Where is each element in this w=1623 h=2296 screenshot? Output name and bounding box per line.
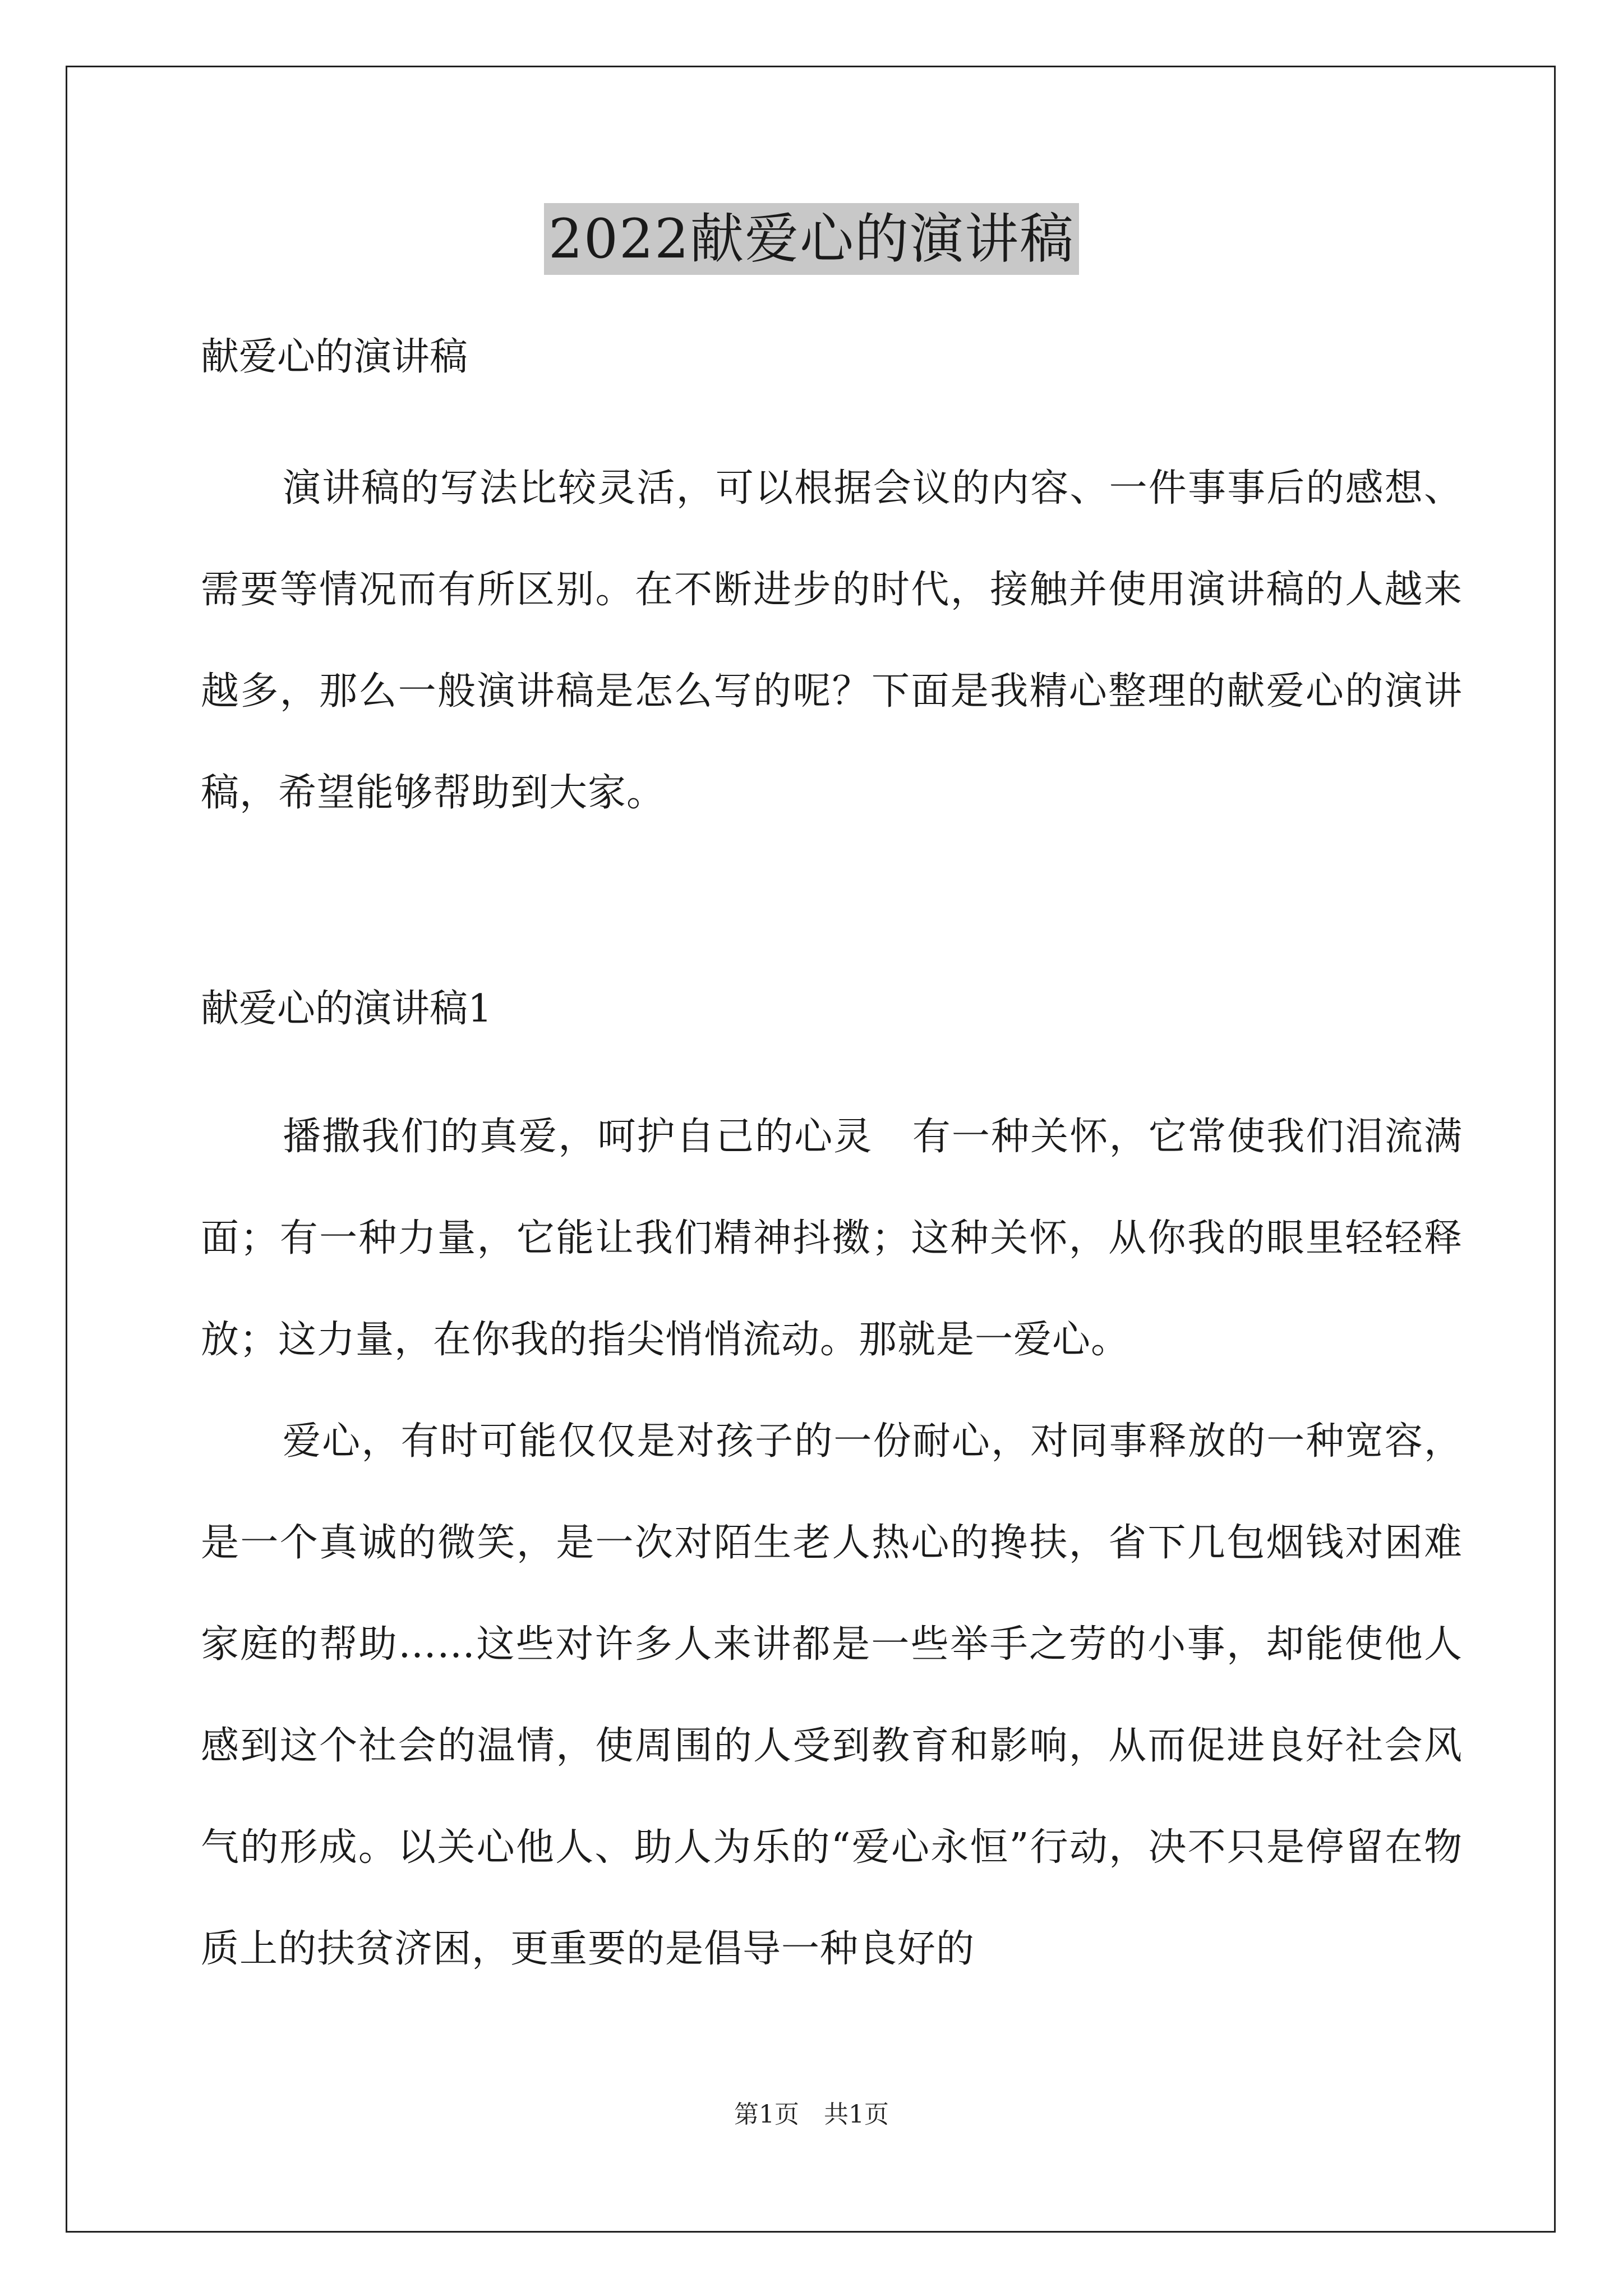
section1-paragraph-2: 爱心，有时可能仅仅是对孩子的一份耐心，对同事释放的一种宽容，是一个真诚的微笑，是一次对陌生老人热心的搀扶，省下几包烟钱对困难家庭的帮助……这些对许多人来讲都是一些举手之劳的小事，却能使他人感到这个社会的温情，使周围的人受到教育和影响，从而促进良好社会风气的形成。以关心他人、助人为乐的“爱心永恒”行动，决不只是停留在物质上的扶贫济困，更重要的是倡导一种良好的 <box>201 1419 1463 1971</box>
section1-heading: 献爱心的演讲稿1 <box>201 987 492 1031</box>
page-footer <box>0 2098 1623 2132</box>
document-title-wrap <box>0 203 1623 275</box>
page-number: 第1页 共1页 <box>734 2100 889 2129</box>
intro-heading: 献爱心的演讲稿 <box>201 335 468 379</box>
section1-paragraph-1: 播撒我们的真爱，呵护自己的心灵 有一种关怀，它常使我们泪流满面；有一种力量，它能让我们精神抖擞；这种关怀，从你我的眼里轻轻释放；这力量，在你我的指尖悄悄流动。那就是一爱心。 <box>201 1115 1463 1362</box>
intro-paragraph: 演讲稿的写法比较灵活，可以根据会议的内容、一件事事后的感想、需要等情况而有所区别。在不断进步的时代，接触并使用演讲稿的人越来越多，那么一般演讲稿是怎么写的呢？下面是我精心整理的献爱心的演讲稿，希望能够帮助到大家。 <box>201 466 1463 815</box>
document-body <box>201 332 1463 2000</box>
document-title: 2022献爱心的演讲稿 <box>544 203 1079 275</box>
